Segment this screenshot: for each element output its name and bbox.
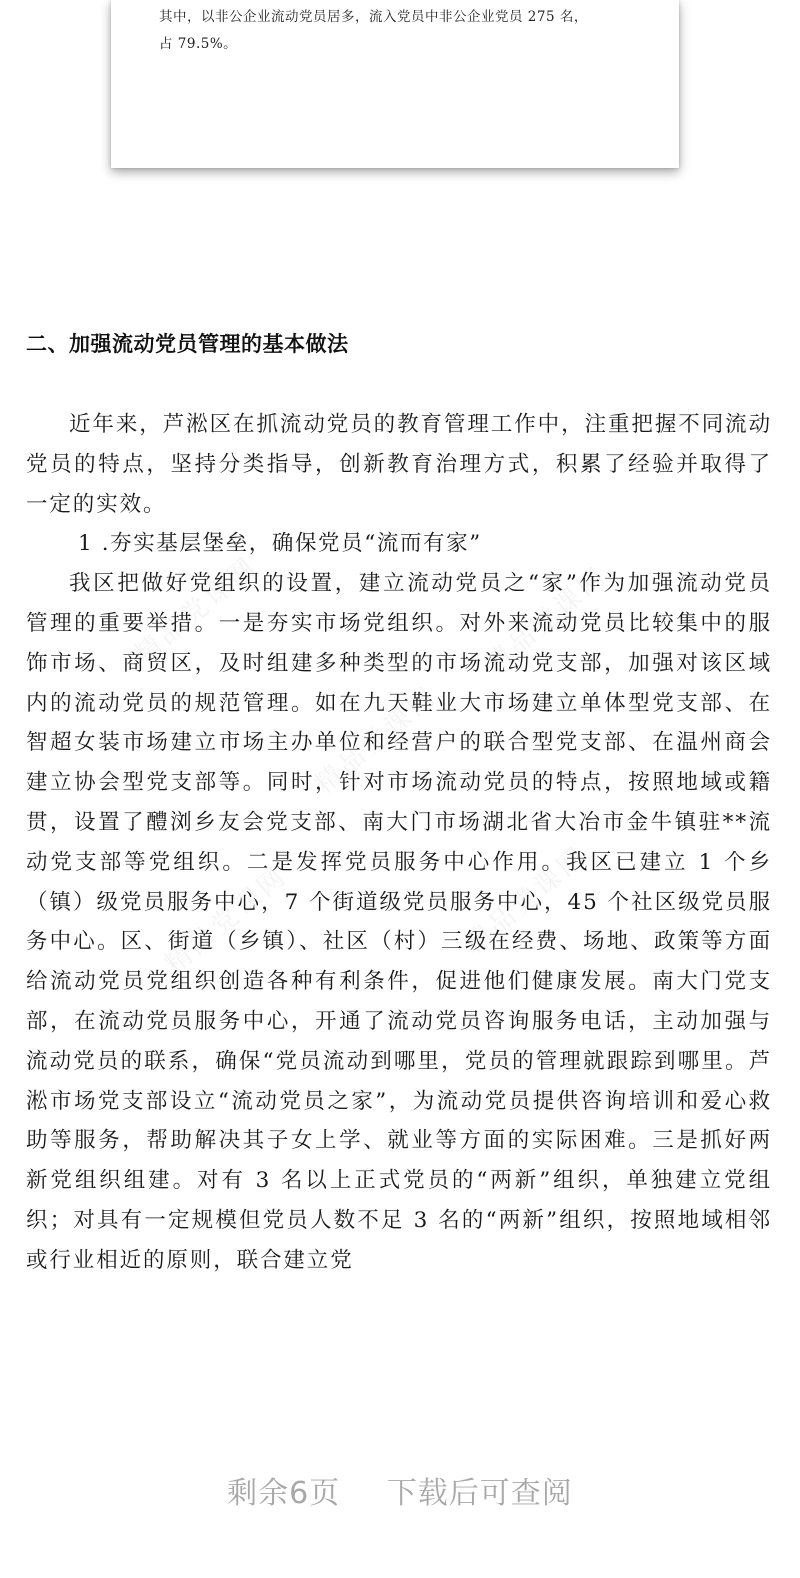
subsection-heading: 1 .夯实基层堡垒，确保党员“流而有家” <box>78 531 482 557</box>
download-to-view-label: 下载后可查阅 <box>386 1476 573 1511</box>
previous-page-line-1: 其中，以非公企业流动党员居多，流入党员中非公企业党员 275 名， <box>159 9 588 25</box>
watermark: 精品党课网 <box>309 680 444 801</box>
watermark: 精品党课网 <box>129 550 264 671</box>
download-prompt[interactable] <box>0 1468 800 1512</box>
body-paragraph: 我区把做好党组织的设置，建立流动党员之“家”作为加强流动党员管理的重要举措。一是夯实市场党组织。对外来流动党员比较集中的服饰市场、商贸区，及时组建多种类型的市场流动党支部，加强对该区域内的流动党员的规范管理。如在九天鞋业大市场建立单体型党支部、在智超女装市场建立市场主办单位和经营户的联合型党支部、在温州商会建立协会型党支部等。同时，针对市场流动党员的特点，按照地域或籍贯，设置了醴浏乡友会党支部、南大门市场湖北省大冶市金牛镇驻**流动党支部等党组织。二是发挥党员服务中心作用。我区已建立 1 个乡（镇）级党员服务中心，7 个街道级党员服务中心，45 个社区级党员服务中心。区、街道（乡镇）、社区（村）三级在经费、场地、政策等方面给流动党员党组织创造各种有利条件，促进他们健康发展。南大门党支部，在流动党员服务中心，开通了流动党员咨询服务电话，主动加强与流动党员的联系，确保“党员流动到哪里，党员的管理就跟踪到哪里。芦淞市场党支部设立“流动党员之家”，为流动党员提供咨询培训和爱心救助等服务，帮助解决其子女上学、就业等方面的实际困难。三是抓好两新党组织组建。对有 3 名以上正式党员的“两新”组织，单独建立党组织；对具有一定规模但党员人数不足 3 名的“两新”组织，按照地域相邻或行业相近的原则，联合建立党 <box>26 571 772 1273</box>
watermark: 精品党课网 <box>459 840 594 961</box>
previous-page-line-2: 占 79.5%。 <box>159 36 238 52</box>
document-body <box>26 405 772 1281</box>
watermark: 精品党课网 <box>479 560 614 681</box>
remaining-pages-label: 剩余6页 <box>227 1476 341 1511</box>
previous-page-text <box>159 4 639 58</box>
watermark: 精品党课网 <box>159 860 294 981</box>
previous-page-card <box>111 0 679 168</box>
section-heading: 二、加强流动党员管理的基本做法 <box>26 332 349 356</box>
intro-paragraph: 近年来，芦淞区在抓流动党员的教育管理工作中，注重把握不同流动党员的特点，坚持分类指导，创新教育治理方式，积累了经验并取得了一定的实效。 <box>26 412 772 517</box>
